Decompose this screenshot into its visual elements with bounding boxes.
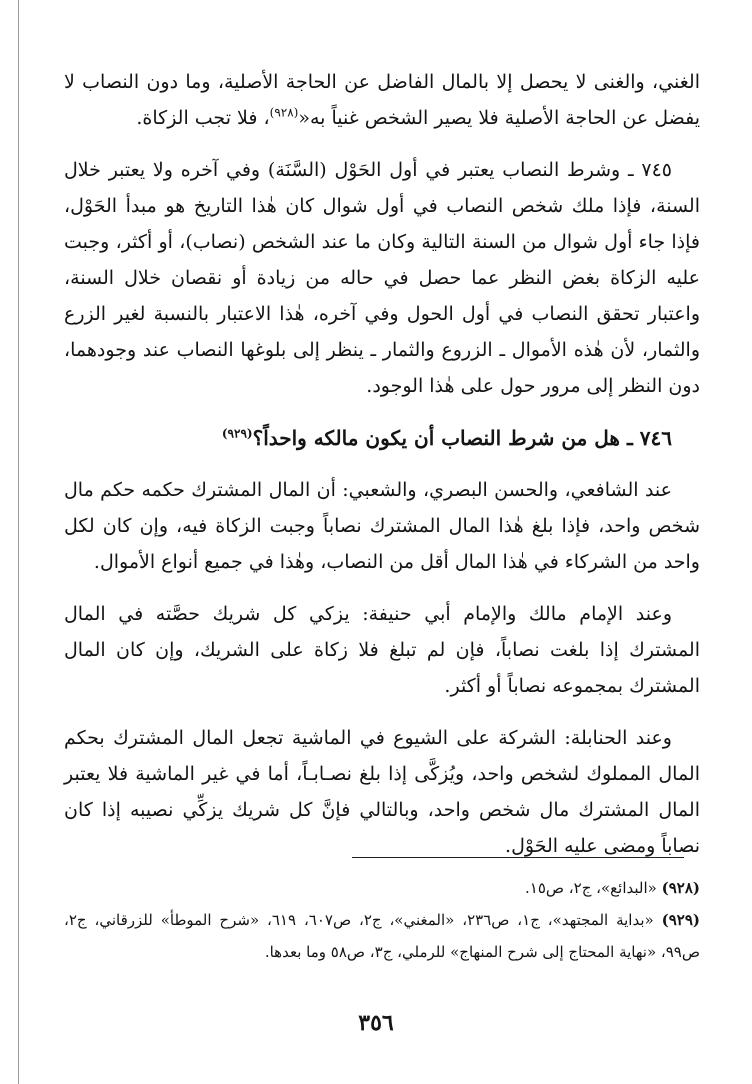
footnote-928: (٩٢٨) «البدائع»، ج٢، ص١٥. [524,879,700,897]
section-745-paragraph: ٧٤٥ ـ وشرط النصاب يعتبر في أول الحَوْل (السَّنَة) وفي آخره ولا يعتبر خلال السنة، فإذا ملك شخص النصاب في أول شوال كان هٰذا التاريخ هو مبدأ الحَوْل، فإذا جاء أول شوال من السنة التالية وكان ما عند الشخص (نصاب)، أو أكثر، وجبت عليه الزكاة بغض النظر عما حصل في حاله من زيادة أو نقصان خلال السنة، واعتبار تحقق النصاب في أول الحول وفي آخره، هٰذا الاعتبار بالنسبة لغير الزرع والثمار، لأن هٰذه الأموال ـ الزروع والثمار ـ ينظر إلى بلوغها النصاب عند وجودهما، دون النظر إلى مرور حول على هٰذا الوجود. [64,159,701,397]
footnote-929: (٩٢٩) «بداية المجتهد»، ج١، ص٢٣٦، «المغني»، ج٢، ص٦٠٧، ٦١٩، «شرح الموطأ» للزرقاني، ج٢، ص٩٩، «نهاية المحتاج إلى شرح المنهاج» للرملي، ج٣، ص٥٨ وما بعدها. [64,911,700,961]
section-746-paragraph-3: وعند الحنابلة: الشركة على الشيوع في الماشية تجعل المال المشترك بحكم المال المملوك لشخص واحد، ويُزكَّى إذا بلغ نصـابـاً، أما في غير الماشية فلا يعتبر المال المشترك مال شخص واحد، وبالتالي فإنَّ كل شريك يزكِّي نصيبه إذا كان نصاباً ومضى عليه الحَوْل. [64,727,700,857]
intro-paragraph: الغني، والغنى لا يحصل إلا بالمال الفاضل عن الحاجة الأصلية، وما دون النصاب لا يفضل عن الحاجة الأصلية فلا يصير الشخص غنياً به«$^{(٩٢٨)}$، فلا تجب الزكاة. [64,71,700,129]
footnote-separator [352,857,684,858]
footnotes [64,872,700,968]
footnote-ref-929[interactable]: (٩٢٩) [221,426,253,441]
section-746-paragraph-2: وعند الإمام مالك والإمام أبي حنيفة: يزكي كل شريك حصَّته في المال المشترك إذا بلغت نصاباً، فإن لم تبلغ فلا زكاة على الشريك، وإن كان المال المشترك بمجموعه نصاباً أو أكثر. [64,603,700,697]
section-746-heading: ٧٤٦ ـ هل من شرط النصاب أن يكون مالكه واحداً؟$^{(٩٢٩)}$ [221,426,672,450]
footnote-ref-928[interactable]: (٩٢٨) [269,105,299,120]
section-746-paragraph-1: عند الشافعي، والحسن البصري، والشعبي: أن المال المشترك حكمه حكم مال شخص واحد، فإذا بلغ هٰذا المال المشترك نصاباً وجبت الزكاة فيه، وإن كان لكل واحد من الشركاء في هٰذا المال أقل من النصاب، وهٰذا في جميع أنواع الأموال. [64,479,700,573]
main-text [64,64,700,880]
page-edge-line [18,0,19,1084]
page-number: ٣٥٦ [358,1010,394,1036]
